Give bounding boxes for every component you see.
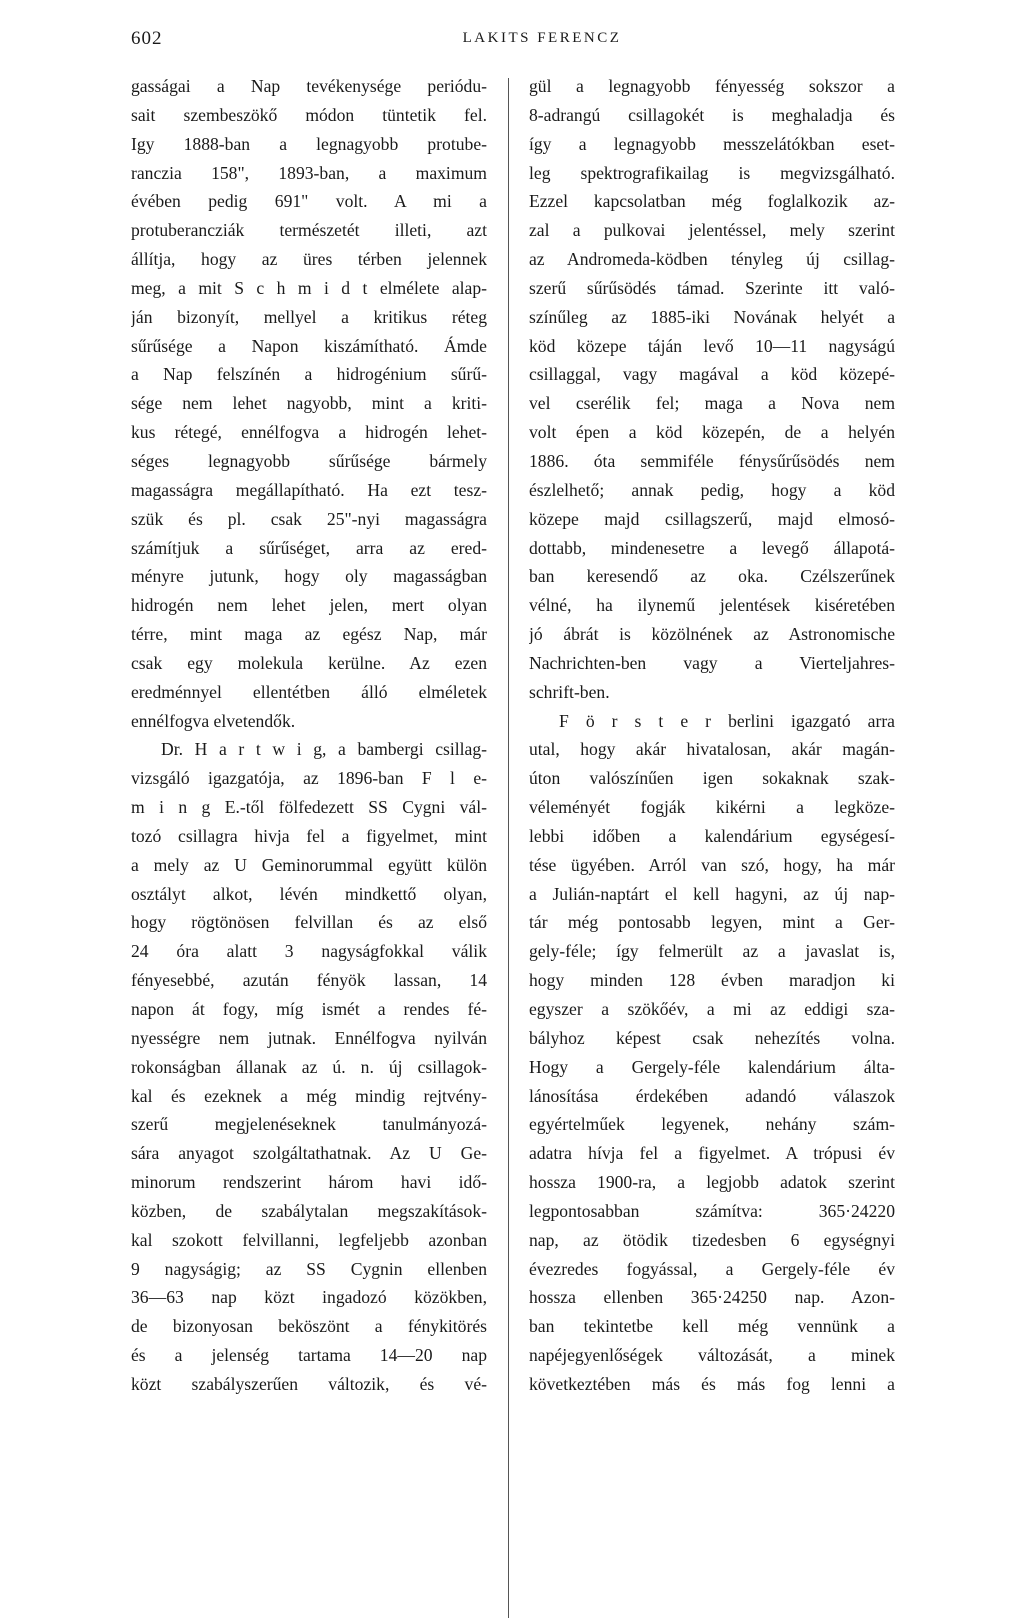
text-line: meg, a mit S c h m i d t elmélete alap- (131, 277, 487, 298)
text-line: zal a pulkovai jelentéssel, mely szerint (529, 220, 895, 241)
text-line: szük és pl. csak 25"-nyi magasságra (131, 508, 487, 529)
text-line: minorum rendszerint három havi idő- (131, 1172, 487, 1193)
text-line: csillaggal, vagy magával a köd közepé- (529, 364, 895, 385)
text-line: sait szembeszökő módon tüntetik fel. (131, 104, 487, 125)
text-line: lebbi időben a kalendárium egységesí- (529, 825, 895, 846)
text-line: Nachrichten-ben vagy a Vierteljahres- (529, 652, 895, 673)
text-line: így a legnagyobb messzelátókban eset- (529, 133, 895, 154)
text-line: protuberancziák természetét illeti, azt (131, 220, 487, 241)
text-line: tése ügyében. Arról van szó, hogy, ha már (529, 854, 895, 875)
page-number: 602 (131, 28, 163, 49)
text-line: egyértelműek legyenek, nehány szám- (529, 1114, 895, 1135)
text-line: fényesebbé, azután fényök lassan, 14 (131, 970, 487, 991)
text-line: színűleg az 1885-iki Novának helyét a (529, 306, 895, 327)
text-line: tozó csillagra hivja fel a figyelmet, mint (131, 825, 487, 846)
text-line: észlelhető; annak pedig, hogy a köd (529, 479, 895, 500)
text-line: rokonságban állanak az ú. n. új csillagok- (131, 1056, 487, 1077)
text-line: egyszer a szökőév, a mi az eddigi sza- (529, 999, 895, 1019)
text-line: 9 nagyságig; az SS Cygnin ellenben (131, 1258, 487, 1279)
text-line: tár még pontosabb legyen, mint a Ger- (529, 912, 895, 933)
text-line: csak egy molekula kerülne. Az ezen (131, 652, 487, 673)
text-line: úton valószínűen igen sokaknak szak- (529, 768, 895, 789)
text-line: évében pedig 691" volt. A mi a (131, 191, 487, 212)
text-line: a Nap felszínén a hidrogénium sűrű- (131, 364, 487, 385)
text-line: adatra hívja fel a figyelmet. A trópusi év (529, 1143, 895, 1164)
text-line: lánosítása érdekében adandó válaszok (529, 1085, 895, 1106)
text-line: kal és ezeknek a még mindig rejtvény- (131, 1085, 487, 1106)
text-line: közt szabályszerűen változik, és vé- (131, 1373, 487, 1394)
text-line: gasságai a Nap tevékenysége periódu- (131, 76, 487, 96)
text-line: ban keresendő az oka. Czélszerűnek (529, 566, 895, 587)
text-line: Igy 1888-ban a legnagyobb protube- (131, 133, 487, 154)
text-line: szerű sűrűsödés támad. Szerinte itt való- (529, 277, 895, 298)
text-line: m i n g E.-től fölfedezett SS Cygni vál- (131, 797, 487, 818)
text-line: gül a legnagyobb fényesség sokszor a (529, 76, 895, 96)
text-line: az Andromeda-ködben tényleg új csillag- (529, 249, 895, 270)
text-line: séges legnagyobb sűrűsége bármely (131, 450, 487, 471)
text-line: hossza 1900-ra, a legjobb adatok szerint (529, 1172, 895, 1193)
text-line: kus rétegé, ennélfogva a hidrogén lehet- (131, 422, 487, 443)
text-line: közben, de szabálytalan megszakítások- (131, 1200, 487, 1221)
text-line: volt épen a köd közepén, de a helyén (529, 422, 895, 443)
text-line: számítjuk a sűrűséget, arra az ered- (131, 537, 487, 558)
text-line: 24 óra alatt 3 nagyságfokkal válik (131, 941, 487, 962)
text-line: ranczia 158", 1893-ban, a maximum (131, 162, 487, 183)
text-line: a Julián-naptárt el kell hagyni, az új nap- (529, 883, 895, 904)
text-line: nyességre nem jutnak. Ennélfogva nyilván (131, 1027, 487, 1048)
text-line: vélné, ha ilynemű jelentések kiséretében (529, 595, 895, 616)
text-line: közepe majd csillagszerű, majd elmosó- (529, 508, 895, 529)
text-line: eredménnyel ellentétben álló elméletek (131, 681, 487, 702)
text-line: Hogy a Gergely-féle kalendárium álta- (529, 1056, 895, 1077)
text-line: sára anyagot szolgáltathatnak. Az U Ge- (131, 1143, 487, 1164)
text-line: hossza ellenben 365·24250 nap. Azon- (529, 1287, 895, 1308)
text-line: ennélfogva elvetendők. (131, 710, 296, 731)
text-line: gely-féle; így felmerült az a javaslat is, (529, 941, 895, 962)
text-line: következtében más és más fog lenni a (529, 1373, 895, 1394)
text-line: hidrogén nem lehet jelen, mert olyan (131, 595, 487, 616)
text-line: napéjegyenlőségek változását, a minek (529, 1345, 895, 1366)
text-line: és a jelenség tartama 14—20 nap (131, 1345, 487, 1366)
text-line: legpontosabban számítva: 365·24220 (529, 1200, 895, 1221)
column-divider (508, 78, 509, 1618)
text-line: Ezzel kapcsolatban még foglalkozik az- (529, 191, 895, 212)
text-line: 36—63 nap közt ingadozó közökben, (131, 1287, 487, 1308)
text-line: ményre jutunk, hogy oly magasságban (131, 566, 487, 587)
text-line: schrift-ben. (529, 681, 610, 702)
text-line: magasságra megállapítható. Ha ezt tesz- (131, 479, 487, 500)
text-line: szerű megjelenéseknek tanulmányozá- (131, 1114, 487, 1135)
text-line: osztályt alkot, lévén mindkettő olyan, (131, 883, 487, 904)
text-line: bályhoz képest csak nehezítés volna. (529, 1027, 895, 1048)
text-line: hogy minden 128 évben maradjon ki (529, 970, 895, 991)
text-line: véleményét fogják kikérni a legköze- (529, 797, 895, 818)
right-column (529, 72, 895, 1399)
text-line: állítja, hogy az üres térben jelennek (131, 249, 487, 270)
text-line: ján bizonyít, mellyel a kritikus réteg (131, 306, 487, 327)
text-line: vel cserélik fel; maga a Nova nem (529, 393, 895, 414)
text-line: köd közepe táján levő 10—11 nagyságú (529, 335, 895, 356)
text-line: a mely az U Geminorummal együtt külön (131, 854, 487, 875)
text-line: 1886. óta semmiféle fénysűrűsödés nem (529, 450, 895, 471)
text-line: utal, hogy akár hivatalosan, akár magán- (529, 739, 895, 760)
text-line: évezredes fogyással, a Gergely-féle év (529, 1258, 895, 1279)
text-line: kal szokott felvillanni, legfeljebb azonban (131, 1229, 487, 1250)
text-line: de bizonyosan beköszönt a fénykitörés (131, 1316, 487, 1337)
text-line: hogy rögtönösen felvillan és az első (131, 912, 487, 933)
text-line: leg spektrografikailag is megvizsgálható. (529, 162, 895, 183)
text-line: ban tekintetbe kell még vennünk a (529, 1316, 895, 1337)
running-title: LAKITS FERENCZ (462, 30, 622, 46)
text-line: sége nem lehet nagyobb, mint a kriti- (131, 393, 487, 414)
left-column (131, 72, 487, 1399)
text-line: vizsgáló igazgatója, az 1896-ban F l e- (131, 768, 487, 789)
text-line: dottabb, mindenesetre a levegő állapotá- (529, 537, 895, 558)
text-line: térre, mint maga az egész Nap, már (131, 624, 487, 645)
text-line: sűrűsége a Napon kiszámítható. Ámde (131, 335, 487, 356)
text-line: napon át fogy, míg ismét a rendes fé- (131, 999, 487, 1019)
text-line: 8-adrangú csillagokét is meghaladja és (529, 104, 895, 125)
text-line: nap, az ötödik tizedesben 6 egységnyi (529, 1229, 895, 1250)
text-line: jó ábrát is közölnének az Astronomische (529, 624, 895, 645)
text-line: F ö r s t e r berlini igazgató arra (559, 710, 895, 731)
text-line: Dr. H a r t w i g, a bambergi csillag- (161, 739, 487, 760)
